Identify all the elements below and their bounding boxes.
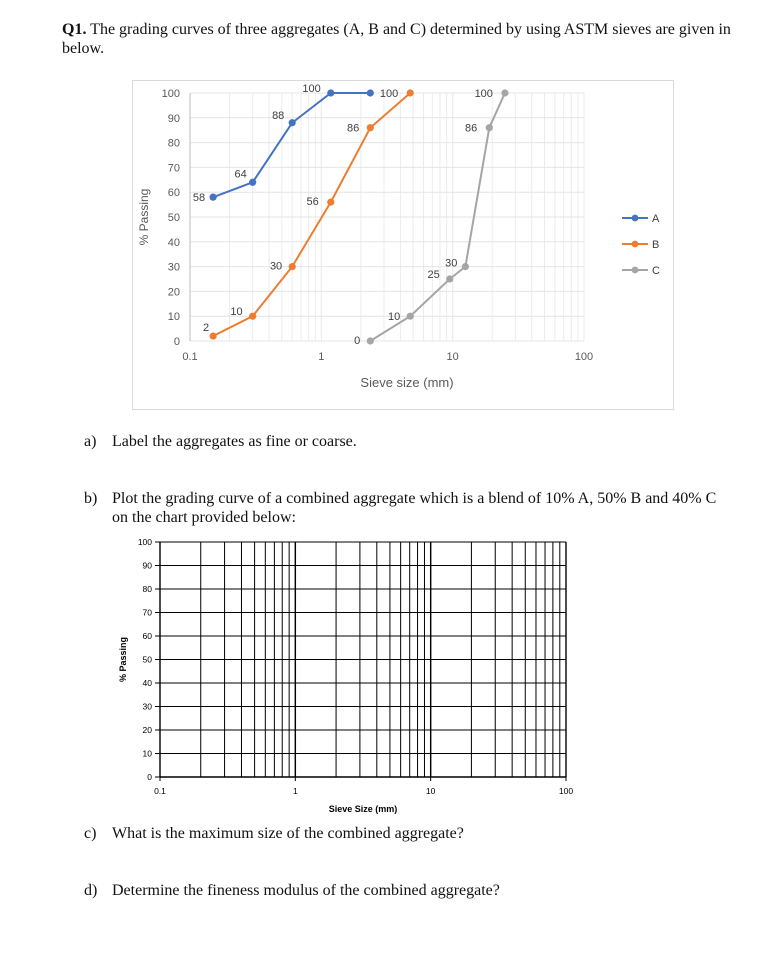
y-axis-title: % Passing <box>137 188 151 246</box>
part-c <box>84 824 732 843</box>
data-label: 100 <box>474 88 493 100</box>
data-label: 100 <box>302 83 321 95</box>
series-B-point <box>210 332 217 339</box>
data-label: 58 <box>192 192 206 205</box>
x-tick-label: 1 <box>318 351 325 363</box>
part-b-label: b) <box>84 490 98 507</box>
y-tick-label: 60 <box>167 187 180 200</box>
series-A-point <box>327 89 334 96</box>
legend-label-C: C <box>652 265 660 277</box>
part-b <box>84 489 732 527</box>
part-c-text: What is the maximum size of the combined aggregate? <box>112 825 464 842</box>
series-B-point <box>367 124 374 131</box>
y-tick-label: 80 <box>167 137 180 150</box>
y-tick-label: 90 <box>142 560 152 571</box>
series-A-point <box>367 89 374 96</box>
y-tick-label: 40 <box>167 236 180 249</box>
series-B-point <box>327 199 334 206</box>
series-B-point <box>407 89 414 96</box>
legend-label-A: A <box>652 213 660 225</box>
y-tick-label: 0 <box>147 772 152 782</box>
data-label: 25 <box>427 269 440 281</box>
data-label: 30 <box>269 260 283 273</box>
legend-marker-C <box>632 267 639 274</box>
y-tick-label: 10 <box>167 311 180 324</box>
y-tick-label: 30 <box>167 261 180 274</box>
x-tick-label: 0.1 <box>182 351 198 363</box>
part-d-text: Determine the fineness modulus of the combined aggregate? <box>112 882 500 899</box>
y-tick-label: 20 <box>167 286 180 299</box>
y-tick-label: 70 <box>167 162 180 175</box>
data-label: 2 <box>203 322 210 335</box>
y-tick-label: 80 <box>142 584 152 594</box>
part-d-label: d) <box>84 882 98 899</box>
data-label: 100 <box>379 88 399 100</box>
part-b-text: Plot the grading curve of a combined aggregate which is a blend of 10% A, 50% B and 40% C on the chart provided below: <box>112 490 717 526</box>
series-C-point <box>407 313 414 320</box>
part-a <box>84 432 732 451</box>
x-tick-label: 1 <box>292 786 298 796</box>
question-heading <box>62 20 742 58</box>
data-label: 88 <box>272 109 285 122</box>
series-B-point <box>249 313 256 320</box>
legend-marker-B <box>632 241 639 248</box>
y-tick-label: 100 <box>161 88 180 100</box>
data-label: 56 <box>306 196 319 209</box>
data-label: 30 <box>445 257 458 270</box>
question-number: Q1. <box>62 21 87 38</box>
data-label: 86 <box>347 122 360 135</box>
y-tick-label: 70 <box>142 607 152 618</box>
series-C-point <box>367 337 374 344</box>
x-tick-label: 100 <box>574 351 594 363</box>
series-C-point <box>446 275 453 282</box>
y-tick-label: 40 <box>142 678 152 688</box>
data-label: 10 <box>230 306 243 319</box>
data-label: 86 <box>465 122 478 135</box>
part-a-text: Label the aggregates as fine or coarse. <box>112 433 357 450</box>
y-tick-label: 20 <box>142 725 152 735</box>
series-A-point <box>249 179 256 186</box>
series-A-point <box>289 119 296 126</box>
question-text: The grading curves of three aggregates (A, B and C) determined by using ASTM sieves are given in below. <box>62 21 731 57</box>
series-C-point <box>462 263 469 270</box>
y-tick-label: 50 <box>167 212 180 224</box>
x-tick-label: 10 <box>446 351 459 363</box>
y-tick-label: 90 <box>167 112 180 125</box>
y-tick-label: 0 <box>173 336 180 348</box>
series-C-point <box>486 124 493 131</box>
series-B-point <box>289 263 296 270</box>
data-label: 64 <box>234 168 247 181</box>
x-axis-title: Sieve Size (mm) <box>328 804 398 814</box>
grading-curves-chart <box>132 80 674 410</box>
x-tick-label: 0.1 <box>154 786 166 796</box>
y-tick-label: 30 <box>142 701 152 712</box>
blank-grading-chart <box>112 534 582 820</box>
part-d <box>84 881 732 900</box>
series-A-point <box>210 194 217 201</box>
y-axis-title: % Passing <box>118 636 128 683</box>
part-c-label: c) <box>84 825 97 842</box>
data-label: 10 <box>387 311 401 324</box>
y-tick-label: 10 <box>142 748 152 759</box>
y-tick-label: 60 <box>142 631 152 641</box>
y-tick-label: 50 <box>142 654 152 665</box>
x-axis-title: Sieve size (mm) <box>360 375 454 390</box>
series-C-point <box>501 89 508 96</box>
y-tick-label: 100 <box>137 537 152 547</box>
legend-label-B: B <box>652 239 660 251</box>
x-tick-label: 10 <box>425 786 436 796</box>
part-a-label: a) <box>84 433 97 450</box>
data-label: 0 <box>354 335 361 347</box>
x-tick-label: 100 <box>558 786 574 796</box>
legend-marker-A <box>632 215 639 222</box>
